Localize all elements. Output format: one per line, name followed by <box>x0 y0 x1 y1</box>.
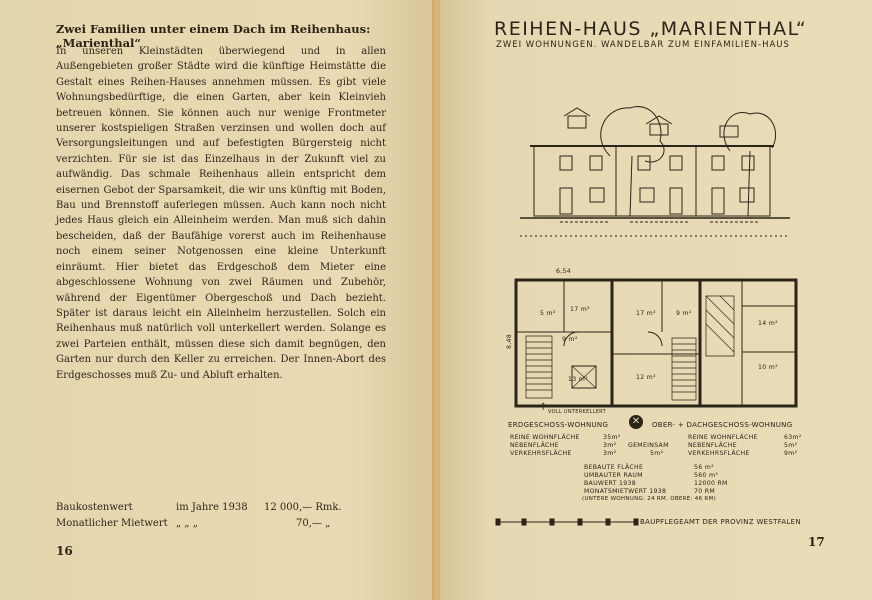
cost-label: Baukostenwert <box>56 502 133 513</box>
entrance-arrow-icon: ↑ <box>539 402 548 413</box>
cost-year: „ „ „ <box>176 518 198 529</box>
stat-value: 56 m² <box>694 464 714 471</box>
room-label: 17 m² <box>636 310 656 317</box>
stat-value: 12000 RM <box>694 480 728 487</box>
stat-label: BEBAUTE FLÄCHE <box>584 464 644 471</box>
plan-note: VOLL UNTERKELLERT <box>548 409 606 415</box>
cost-amount: 12 000,— Rmk. <box>264 502 342 513</box>
area-label: VERKEHRSFLÄCHE <box>688 450 750 457</box>
area-value: 9m² <box>784 450 798 457</box>
area-label: NEBENFLÄCHE <box>510 442 559 449</box>
floor-label-ground: ERDGESCHOSS-WOHNUNG <box>508 421 609 429</box>
right-page-title: REIHEN-HAUS „MARIENTHAL“ <box>494 18 808 40</box>
house-elevation-drawing <box>520 96 790 246</box>
plan-dim-depth: 8,48 <box>505 334 513 349</box>
right-page-subtitle: ZWEI WOHNUNGEN. WANDELBAR ZUM EINFAMILIEN-HAUS <box>496 40 790 50</box>
cost-label: Monatlicher Mietwert <box>56 518 168 529</box>
stat-value: 70 RM <box>694 488 715 495</box>
left-page-title: Zwei Familien unter einem Dach im Reihenhaus: „Marienthal“ <box>56 22 371 50</box>
scale-bar <box>494 516 640 528</box>
floor-label-upper: OBER- + DACHGESCHOSS-WOHNUNG <box>652 421 793 429</box>
footer-credit: BAUPFLEGEAMT DER PROVINZ WESTFALEN <box>640 518 801 526</box>
stats-note: (UNTERE WOHNUNG: 24 RM, OBERE: 46 RM) <box>582 496 717 502</box>
cost-year: im Jahre 1938 <box>176 502 248 513</box>
room-label: 14 m² <box>758 320 778 327</box>
room-label: 13 m² <box>568 376 588 383</box>
area-value: 63m² <box>784 434 802 441</box>
stat-label: MONATSMIETWERT 1938 <box>584 488 667 495</box>
room-label: 10 m² <box>758 364 778 371</box>
area-value: 3m² <box>603 442 617 449</box>
room-label: 5 m² <box>540 310 556 317</box>
area-label: REINE WOHNFLÄCHE <box>688 434 758 441</box>
area-value: 3m² <box>603 450 617 457</box>
area-label: REINE WOHNFLÄCHE <box>510 434 580 441</box>
area-label-common: GEMEINSAM <box>628 442 669 449</box>
cost-amount: 70,— „ <box>296 518 331 529</box>
area-label: NEBENFLÄCHE <box>688 442 737 449</box>
area-value: 5m² <box>784 442 798 449</box>
left-page-body: In unseren Kleinstädten überwiegend und in allen Außengebieten großer Städte wird die künftige Heimstätte die Gestalt eines Reihen-Hauses annehmen müssen. Es gibt viele Wohnungsbedürftige, die einen Garten, aber kein Kleinvieh betreuen können. Sie können auch nur wenige Frontmeter unserer kostspieligen Straßen verzinsen und wollen doch auf Versorgungsleitungen und auf befestigten Bürgersteig nicht verzichten. Für sie ist das Einzelhaus in der Zukunft viel zu aufwändig. Das schmale Reihenhaus allein entspricht dem eisernen Gebot der Sparsamkeit, die wir uns künftig mit Boden, Bau und Brennstoff auferlegen müssen. Auch kann noch nicht jedes Haus gleich ein Alleinheim werden. Man muß sich dahin bescheiden, daß der Baufähige vorerst auch im Reihenhause noch einem seiner Notgenossen eine kleine Unterkunft einräumt. Hier bietet das Erdgeschoß dem Mieter eine abgeschlossene Wohnung von zwei Räumen und Zubehör, während der Eigentümer Obergeschoß und Dach bezieht. Später ist daraus leicht ein Alleinheim herzustellen. Solch ein Reihenhaus muß natürlich voll unterkellert werden. Solange es zwei Parteien enthält, müssen diese sich damit begnügen, den Garten nur durch den Keller zu erreichen. Der Innen-Abort des Erdgeschosses muß Zu- und Abluft erhalten. <box>56 46 386 381</box>
room-label: 9 m² <box>562 336 578 343</box>
plan-dim-width: 6,54 <box>556 268 571 275</box>
floor-plan-drawing <box>512 276 800 410</box>
stat-label: BAUWERT 1938 <box>584 480 636 487</box>
compass-icon: ✕ <box>629 415 643 429</box>
room-label: 17 m² <box>570 306 590 313</box>
stat-label: UMBAUTER RAUM <box>584 472 643 479</box>
room-label: 9 m² <box>676 310 692 317</box>
area-value-common: 5m² <box>650 450 664 457</box>
area-value: 35m² <box>603 434 621 441</box>
stat-value: 560 m³ <box>694 472 719 479</box>
room-label: 12 m² <box>636 374 656 381</box>
page-number-left: 16 <box>56 544 73 558</box>
area-label: VERKEHRSFLÄCHE <box>510 450 572 457</box>
page-number-right: 17 <box>808 535 825 549</box>
